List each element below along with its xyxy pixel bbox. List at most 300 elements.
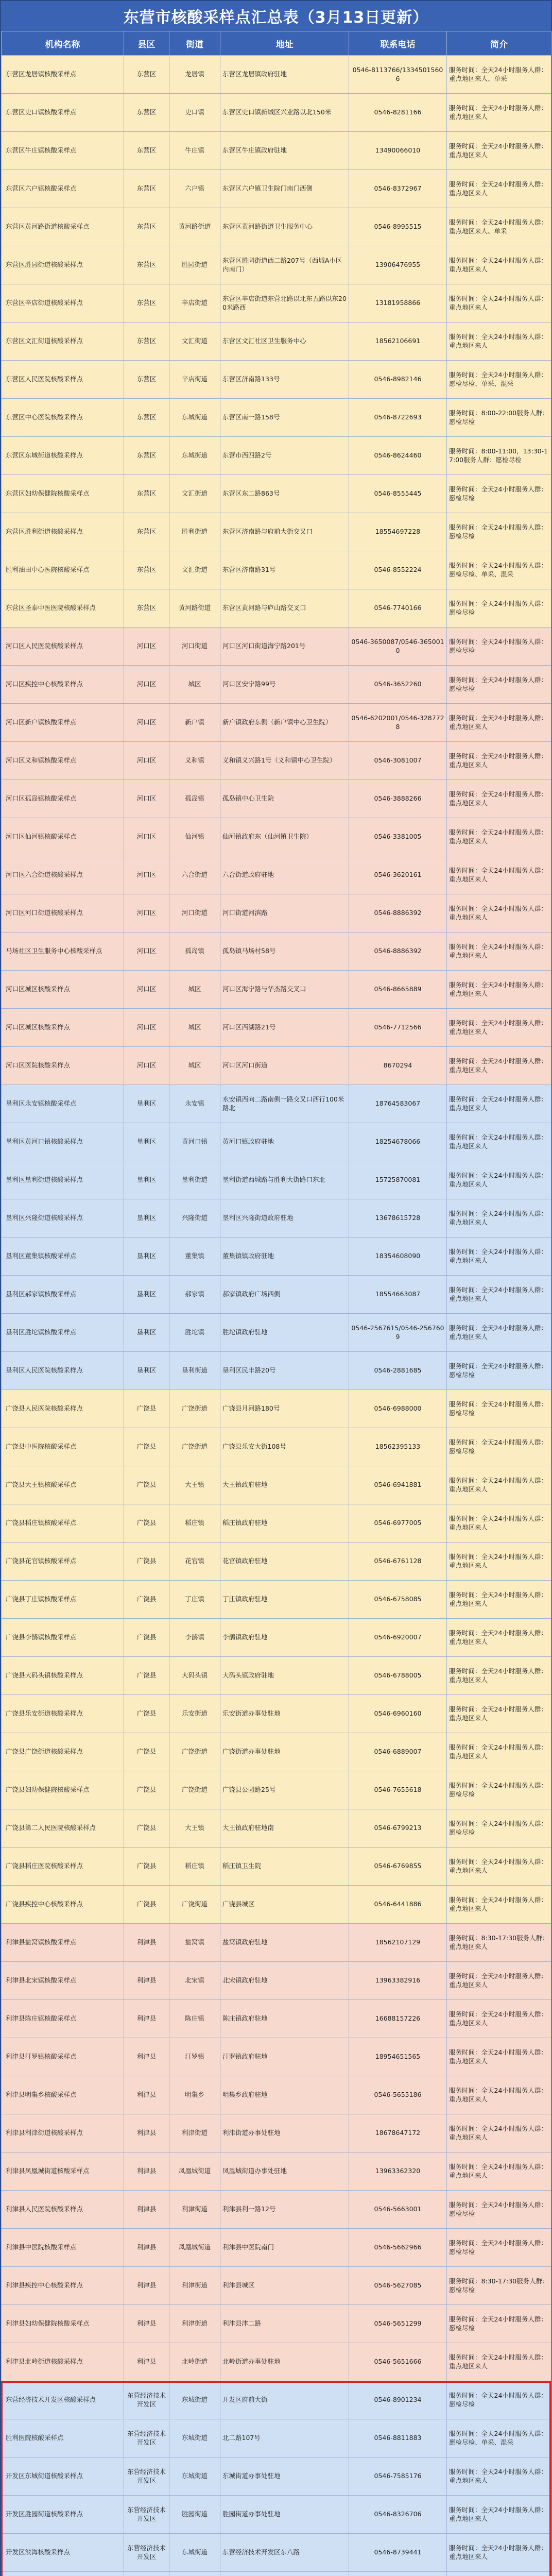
- county-cell: 东营区: [124, 551, 169, 589]
- intro-cell: 服务时间：全天24小时服务人群：重点地区来人: [447, 1238, 551, 1276]
- street-cell: [169, 2572, 220, 2576]
- phone-cell: 18554663087: [349, 1276, 447, 1314]
- phone-cell: 0546-3650087/0546-3650010: [349, 628, 447, 666]
- table-row: [2, 437, 551, 475]
- address-cell: 开发区府前大街: [220, 2381, 349, 2419]
- intro-cell: 服务时间：全天24小时服务人群：重点地区来人、单采: [447, 56, 551, 94]
- county-cell: 广饶县: [124, 1809, 169, 1848]
- phone-cell: 0546-3081007: [349, 742, 447, 780]
- intro-cell: 服务时间：全天24小时服务人群：重点地区来人: [447, 1619, 551, 1657]
- table-row: [2, 2267, 551, 2305]
- table-row: [2, 56, 551, 94]
- phone-cell: 13490066010: [349, 132, 447, 170]
- address-cell: 北二路107号: [220, 2419, 349, 2458]
- county-cell: 垦利区: [124, 1199, 169, 1238]
- county-cell: 利津县: [124, 2076, 169, 2114]
- address-cell: 仙河镇政府东（仙河镇卫生院）: [220, 818, 349, 856]
- intro-cell: [447, 2572, 551, 2576]
- county-cell: 河口区: [124, 856, 169, 894]
- table-row: [2, 628, 551, 666]
- phone-cell: 18562106691: [349, 323, 447, 361]
- table-row: [2, 894, 551, 933]
- table-row: [2, 1085, 551, 1123]
- phone-cell: 0546-3652260: [349, 666, 447, 704]
- street-cell: 广饶街道: [169, 1390, 220, 1428]
- table-row: [2, 1504, 551, 1543]
- street-cell: 陈庄镇: [169, 2000, 220, 2038]
- institution-cell: 河口区疾控中心核酸采样点: [2, 666, 124, 704]
- header-phone: 联系电话: [349, 31, 447, 56]
- street-cell: 新户镇: [169, 704, 220, 742]
- institution-cell: 河口区医院核酸采样点: [2, 1047, 124, 1085]
- intro-cell: 服务时间：全天24小时服务人群：重点地区来人: [447, 1085, 551, 1123]
- table-row: [2, 284, 551, 323]
- intro-cell: 服务时间：全天24小时服务人群：愿检尽检: [447, 2229, 551, 2267]
- street-cell: 利津街道: [169, 2191, 220, 2229]
- table-row: [2, 1276, 551, 1314]
- intro-cell: 服务时间：全天24小时服务人群：重点地区来人: [447, 1848, 551, 1886]
- intro-cell: 服务时间：全天24小时服务人群：重点地区来人: [447, 1581, 551, 1619]
- county-cell: 东营区: [124, 513, 169, 551]
- address-cell: 东营经济技术开发区东八路: [220, 2534, 349, 2572]
- street-cell: 东城街道: [169, 399, 220, 437]
- phone-cell: 0546-8281166: [349, 94, 447, 132]
- county-cell: 东营区: [124, 399, 169, 437]
- intro-cell: 服务时间：8:30-17:30服务人群：愿检尽检: [447, 2267, 551, 2305]
- institution-cell: 利津县汀罗镇核酸采样点: [2, 2038, 124, 2076]
- phone-cell: 0546-6758085: [349, 1581, 447, 1619]
- county-cell: 东营区: [124, 361, 169, 399]
- address-cell: 东营区辛店街道东营北路以北东五路以东200米路西: [220, 284, 349, 323]
- table-row: [2, 742, 551, 780]
- sampling-sites-table: [1, 31, 551, 2576]
- address-cell: 广饶县公园路25号: [220, 1771, 349, 1809]
- street-cell: 乐安街道: [169, 1695, 220, 1733]
- street-cell: 城区: [169, 1009, 220, 1047]
- table-row: [2, 2381, 551, 2419]
- county-cell: 东营经济技术开发区: [124, 2458, 169, 2496]
- intro-cell: 服务时间：全天24小时服务人群：愿检尽检、单采、混采: [447, 551, 551, 589]
- street-cell: 兴隆街道: [169, 1199, 220, 1238]
- phone-cell: 0546-2567615/0546-2567609: [349, 1314, 447, 1352]
- institution-cell: 垦利区胜坨镇核酸采样点: [2, 1314, 124, 1352]
- table-row: [2, 399, 551, 437]
- address-cell: 东营区济南路与府前大街交叉口: [220, 513, 349, 551]
- address-cell: 广饶县乐安大街108号: [220, 1428, 349, 1466]
- phone-cell: 0546-8982146: [349, 361, 447, 399]
- street-cell: 垦利街道: [169, 1161, 220, 1199]
- street-cell: 辛店街道: [169, 284, 220, 323]
- address-cell: 河口区安宁路99号: [220, 666, 349, 704]
- county-cell: [124, 2572, 169, 2576]
- street-cell: 郝家镇: [169, 1276, 220, 1314]
- county-cell: 利津县: [124, 2229, 169, 2267]
- table-row: [2, 2000, 551, 2038]
- county-cell: 广饶县: [124, 1695, 169, 1733]
- street-cell: 胜园街道: [169, 246, 220, 284]
- institution-cell: 河口区河口街道核酸采样点: [2, 894, 124, 933]
- address-cell: 大王镇政府驻地: [220, 1466, 349, 1504]
- address-cell: 东营区济南路31号: [220, 551, 349, 589]
- intro-cell: 服务时间：全天24小时服务人群：愿检尽检: [447, 1771, 551, 1809]
- phone-cell: 0546-5627085: [349, 2267, 447, 2305]
- phone-cell: 8670294: [349, 1047, 447, 1085]
- address-cell: 东营区史口镇新城区兴业路以北150米: [220, 94, 349, 132]
- phone-cell: 0546-3381005: [349, 818, 447, 856]
- phone-cell: 0546-5655186: [349, 2076, 447, 2114]
- intro-cell: 服务时间：全天24小时服务人群：重点地区来人: [447, 1047, 551, 1085]
- county-cell: 东营区: [124, 284, 169, 323]
- institution-cell: 东营区史口镇核酸采样点: [2, 94, 124, 132]
- county-cell: 利津县: [124, 1924, 169, 1962]
- institution-cell: 利津县盐窝镇核酸采样点: [2, 1924, 124, 1962]
- table-row: [2, 551, 551, 589]
- county-cell: 东营区: [124, 246, 169, 284]
- address-cell: 凤凰城街道办事处驻地: [220, 2153, 349, 2191]
- phone-cell: 18678647172: [349, 2114, 447, 2153]
- institution-cell: 广饶县稻庄医院核酸采样点: [2, 1848, 124, 1886]
- institution-cell: 东营区文汇街道核酸采样点: [2, 323, 124, 361]
- institution-cell: 广饶县丁庄镇核酸采样点: [2, 1581, 124, 1619]
- county-cell: 东营区: [124, 170, 169, 208]
- street-cell: 大王镇: [169, 1809, 220, 1848]
- table-row: [2, 933, 551, 971]
- address-cell: 郝家镇政府广场西侧: [220, 1276, 349, 1314]
- phone-cell: [349, 2572, 447, 2576]
- institution-cell: 广饶县疾控中心核酸采样点: [2, 1886, 124, 1924]
- phone-cell: 13181958866: [349, 284, 447, 323]
- county-cell: 广饶县: [124, 1733, 169, 1771]
- county-cell: 河口区: [124, 1009, 169, 1047]
- street-cell: 城区: [169, 1047, 220, 1085]
- street-cell: 稻庄镇: [169, 1504, 220, 1543]
- county-cell: 广饶县: [124, 1543, 169, 1581]
- institution-cell: 东营区六户镇核酸采样点: [2, 170, 124, 208]
- address-cell: 广饶县月河路180号: [220, 1390, 349, 1428]
- institution-cell: 胜利医院核酸采样点: [2, 2419, 124, 2458]
- table-row: [2, 666, 551, 704]
- county-cell: 利津县: [124, 1962, 169, 2000]
- intro-cell: 服务时间：全天24小时服务人群：愿检尽检: [447, 1352, 551, 1390]
- institution-cell: 广饶县大码头镇核酸采样点: [2, 1657, 124, 1695]
- institution-cell: 垦利区董集镇核酸采样点: [2, 1238, 124, 1276]
- address-cell: 垦利区民丰路20号: [220, 1352, 349, 1390]
- phone-cell: 0546-7712566: [349, 1009, 447, 1047]
- address-cell: 稻庄镇卫生院: [220, 1848, 349, 1886]
- phone-cell: 0546-6788005: [349, 1657, 447, 1695]
- table-row: [2, 2534, 551, 2572]
- intro-cell: 服务时间：全天24小时服务人群：愿检尽检: [447, 1428, 551, 1466]
- institution-cell: 利津县妇幼保健院核酸采样点: [2, 2305, 124, 2343]
- county-cell: 垦利区: [124, 1161, 169, 1199]
- address-cell: 东营区济南路133号: [220, 361, 349, 399]
- street-cell: 义和镇: [169, 742, 220, 780]
- intro-cell: 服务时间：全天24小时服务人群：重点地区来人: [447, 2458, 551, 2496]
- address-cell: 大码头镇政府驻地: [220, 1657, 349, 1695]
- institution-cell: 东营区东城街道核酸采样点: [2, 437, 124, 475]
- county-cell: 垦利区: [124, 1276, 169, 1314]
- intro-cell: 服务时间：全天24小时服务人群：重点地区来人: [447, 323, 551, 361]
- intro-cell: 服务时间：全天24小时服务人群：重点地区来人: [447, 704, 551, 742]
- phone-cell: 0546-8555445: [349, 475, 447, 513]
- institution-cell: 广饶县大王镇核酸采样点: [2, 1466, 124, 1504]
- phone-cell: 0546-8113766/13345015606: [349, 56, 447, 94]
- address-cell: 六合街道政府驻地: [220, 856, 349, 894]
- phone-cell: 0546-8722693: [349, 399, 447, 437]
- institution-cell: 广饶县李鹊镇核酸采样点: [2, 1619, 124, 1657]
- street-cell: 东城街道: [169, 2534, 220, 2572]
- intro-cell: 服务时间：全天24小时服务人群：重点地区来人: [447, 1466, 551, 1504]
- institution-cell: 河口区仙河镇核酸采样点: [2, 818, 124, 856]
- institution-cell: 东营经济技术开发区核酸采样点: [2, 2381, 124, 2419]
- table-row: [2, 94, 551, 132]
- street-cell: 文汇街道: [169, 323, 220, 361]
- street-cell: 东城街道: [169, 2381, 220, 2419]
- county-cell: 利津县: [124, 2267, 169, 2305]
- street-cell: 东城街道: [169, 437, 220, 475]
- phone-cell: 0546-8372967: [349, 170, 447, 208]
- intro-cell: 服务时间：全天24小时服务人群：重点地区来人: [447, 284, 551, 323]
- phone-cell: 18554697228: [349, 513, 447, 551]
- table-row: [2, 2114, 551, 2153]
- intro-cell: 服务时间：全天24小时服务人群：重点地区来人: [447, 856, 551, 894]
- intro-cell: 服务时间：全天24小时服务人群：重点地区来人: [447, 2496, 551, 2534]
- county-cell: 垦利区: [124, 1314, 169, 1352]
- institution-cell: 开发区东城街道核酸采样点: [2, 2458, 124, 2496]
- county-cell: 河口区: [124, 933, 169, 971]
- phone-cell: 18254678066: [349, 1123, 447, 1161]
- street-cell: 北宋镇: [169, 1962, 220, 2000]
- phone-cell: 0546-6441886: [349, 1886, 447, 1924]
- county-cell: 广饶县: [124, 1466, 169, 1504]
- address-cell: 大王镇政府驻地南: [220, 1809, 349, 1848]
- address-cell: 河口街道河滨路: [220, 894, 349, 933]
- table-row: [2, 1543, 551, 1581]
- intro-cell: 服务时间：全天24小时服务人群：重点地区来人: [447, 1123, 551, 1161]
- street-cell: 仙河镇: [169, 818, 220, 856]
- address-cell: 利津县中医院南门: [220, 2229, 349, 2267]
- institution-cell: 马场社区卫生服务中心核酸采样点: [2, 933, 124, 971]
- street-cell: 孤岛镇: [169, 780, 220, 818]
- address-cell: 北岭街道办事处驻地: [220, 2343, 349, 2381]
- phone-cell: 0546-5662966: [349, 2229, 447, 2267]
- address-cell: 东营区六户镇卫生院门南门西侧: [220, 170, 349, 208]
- table-row: [2, 361, 551, 399]
- institution-cell: 东营区胜利街道核酸采样点: [2, 513, 124, 551]
- table-row: [2, 2343, 551, 2381]
- table-row: [2, 971, 551, 1009]
- street-cell: 辛店街道: [169, 361, 220, 399]
- county-cell: 东营区: [124, 323, 169, 361]
- institution-cell: 广饶县花官镇核酸采样点: [2, 1543, 124, 1581]
- institution-cell: 河口区新户镇核酸采样点: [2, 704, 124, 742]
- institution-cell: 利津县利津街道核酸采样点: [2, 2114, 124, 2153]
- county-cell: 东营区: [124, 56, 169, 94]
- institution-cell: 垦利区垦利街道核酸采样点: [2, 1161, 124, 1199]
- intro-cell: 服务时间：全天24小时服务人群：愿检尽检、单采、混采: [447, 361, 551, 399]
- phone-cell: 0546-7740166: [349, 589, 447, 628]
- table-row: [2, 1848, 551, 1886]
- street-cell: 大码头镇: [169, 1657, 220, 1695]
- street-cell: 胜坨镇: [169, 1314, 220, 1352]
- street-cell: 牛庄镇: [169, 132, 220, 170]
- address-cell: 东营区黄河路与庐山路交叉口: [220, 589, 349, 628]
- intro-cell: 服务时间：全天24小时服务人群：重点地区来人: [447, 1886, 551, 1924]
- county-cell: 利津县: [124, 2038, 169, 2076]
- county-cell: 利津县: [124, 2114, 169, 2153]
- county-cell: 广饶县: [124, 1428, 169, 1466]
- address-cell: 黄河口镇政府驻地: [220, 1123, 349, 1161]
- street-cell: 丁庄镇: [169, 1581, 220, 1619]
- institution-cell: 利津县疾控中心核酸采样点: [2, 2267, 124, 2305]
- table-row: [2, 1695, 551, 1733]
- institution-cell: 利津县中医院核酸采样点: [2, 2229, 124, 2267]
- table-row: [2, 2076, 551, 2114]
- phone-cell: 0546-6920007: [349, 1619, 447, 1657]
- phone-cell: 0546-7655618: [349, 1771, 447, 1809]
- table-header-row: [2, 31, 551, 56]
- street-cell: 利津街道: [169, 2267, 220, 2305]
- table-row: [2, 1199, 551, 1238]
- address-cell: 盐窝镇政府驻地: [220, 1924, 349, 1962]
- intro-cell: 服务时间：全天24小时服务人群：重点地区来人: [447, 1962, 551, 2000]
- county-cell: 东营区: [124, 208, 169, 246]
- phone-cell: 0546-8665889: [349, 971, 447, 1009]
- institution-cell: 东营区中心医院核酸采样点: [2, 399, 124, 437]
- address-cell: 东营区黄河路街道卫生服务中心: [220, 208, 349, 246]
- institution-cell: 东营区龙居镇核酸采样点: [2, 56, 124, 94]
- street-cell: 六合街道: [169, 856, 220, 894]
- county-cell: 东营经济技术开发区: [124, 2534, 169, 2572]
- address-cell: 丁庄镇政府驻地: [220, 1581, 349, 1619]
- table-row: [2, 1161, 551, 1199]
- address-cell: 孤岛镇中心卫生院: [220, 780, 349, 818]
- phone-cell: 0546-3620161: [349, 856, 447, 894]
- phone-cell: 16688157226: [349, 2000, 447, 2038]
- address-cell: 新户镇政府东侧（新户镇中心卫生院）: [220, 704, 349, 742]
- street-cell: 文汇街道: [169, 551, 220, 589]
- address-cell: 河口区西湖路21号: [220, 1009, 349, 1047]
- table-row: [2, 780, 551, 818]
- table-row: [2, 856, 551, 894]
- institution-cell: 利津县北岭街道核酸采样点: [2, 2343, 124, 2381]
- institution-cell: 垦利区兴隆街道核酸采样点: [2, 1199, 124, 1238]
- header-street: 街道: [169, 31, 220, 56]
- intro-cell: 服务时间：全天24小时服务人群：重点地区来人、单采: [447, 208, 551, 246]
- institution-cell: 河口区城区核酸采样点: [2, 971, 124, 1009]
- institution-cell: 东营区妇幼保健院核酸采样点: [2, 475, 124, 513]
- phone-cell: 0546-8552224: [349, 551, 447, 589]
- address-cell: 利津县城区: [220, 2267, 349, 2305]
- phone-cell: 0546-8624460: [349, 437, 447, 475]
- county-cell: 广饶县: [124, 1657, 169, 1695]
- table-row: [2, 1962, 551, 2000]
- county-cell: 广饶县: [124, 1390, 169, 1428]
- street-cell: 河口街道: [169, 894, 220, 933]
- address-cell: 河口区海宁路与华杰路交叉口: [220, 971, 349, 1009]
- street-cell: 河口街道: [169, 628, 220, 666]
- intro-cell: 服务时间：8:30-17:30服务人群：重点地区来人: [447, 1924, 551, 1962]
- table-row: [2, 1238, 551, 1276]
- phone-cell: 18562395133: [349, 1428, 447, 1466]
- street-cell: 大王镇: [169, 1466, 220, 1504]
- intro-cell: 服务时间：全天24小时服务人群：重点地区来人: [447, 2076, 551, 2114]
- phone-cell: 15725870081: [349, 1161, 447, 1199]
- phone-cell: 0546-8901234: [349, 2381, 447, 2419]
- county-cell: 利津县: [124, 2153, 169, 2191]
- table-row: [2, 589, 551, 628]
- county-cell: 河口区: [124, 666, 169, 704]
- street-cell: 利津街道: [169, 2305, 220, 2343]
- intro-cell: 服务时间：全天24小时服务人群：重点地区来人: [447, 170, 551, 208]
- intro-cell: 服务时间：全天24小时服务人群：愿检尽检: [447, 2381, 551, 2419]
- intro-cell: 服务时间：全天24小时服务人群：愿检尽检: [447, 1809, 551, 1848]
- phone-cell: 0546-6761128: [349, 1543, 447, 1581]
- intro-cell: 服务时间：全天24小时服务人群：重点地区来人: [447, 1733, 551, 1771]
- county-cell: 东营经济技术开发区: [124, 2496, 169, 2534]
- table-row: [2, 1428, 551, 1466]
- street-cell: 盐窝镇: [169, 1924, 220, 1962]
- institution-cell: 东营区牛庄镇核酸采样点: [2, 132, 124, 170]
- intro-cell: 服务时间：全天24小时服务人群：重点地区来人: [447, 1314, 551, 1352]
- institution-cell: 河口区六合街道核酸采样点: [2, 856, 124, 894]
- address-cell: 东营区文汇社区卫生服务中心: [220, 323, 349, 361]
- table-row: [2, 2572, 551, 2576]
- county-cell: 广饶县: [124, 1504, 169, 1543]
- intro-cell: 服务时间：全天24小时服务人群：重点地区来人: [447, 2343, 551, 2381]
- street-cell: 花官镇: [169, 1543, 220, 1581]
- address-cell: 义和镇义兴路1号（义和镇中心卫生院）: [220, 742, 349, 780]
- table-row: [2, 1047, 551, 1085]
- intro-cell: 服务时间：全天24小时服务人群：重点地区来人: [447, 2114, 551, 2153]
- address-cell: 东营区龙居镇政府驻地: [220, 56, 349, 94]
- intro-cell: 服务时间：全天24小时服务人群：愿检尽检: [447, 2191, 551, 2229]
- intro-cell: 服务时间：全天24小时服务人群：重点地区来人: [447, 1009, 551, 1047]
- header-intro: 简介: [447, 31, 551, 56]
- header-county: 县区: [124, 31, 169, 56]
- intro-cell: 服务时间：全天24小时服务人群：愿检尽检: [447, 628, 551, 666]
- intro-cell: 服务时间：8:00-22:00服务人群：愿检尽检: [447, 399, 551, 437]
- street-cell: 龙居镇: [169, 56, 220, 94]
- intro-cell: 服务时间：全天24小时服务人群：重点地区来人: [447, 1276, 551, 1314]
- street-cell: 广饶街道: [169, 1428, 220, 1466]
- street-cell: 东城街道: [169, 2458, 220, 2496]
- institution-cell: 广饶县广饶街道核酸采样点: [2, 1733, 124, 1771]
- county-cell: 东营区: [124, 475, 169, 513]
- institution-cell: 河口区城区核酸采样点: [2, 1009, 124, 1047]
- page-title: 东营市核酸采样点汇总表（3月13日更新）: [1, 1, 551, 31]
- county-cell: 东营区: [124, 132, 169, 170]
- table-row: [2, 1009, 551, 1047]
- street-cell: 凤凰城街道: [169, 2229, 220, 2267]
- phone-cell: 0546-6769855: [349, 1848, 447, 1886]
- phone-cell: 13678615728: [349, 1199, 447, 1238]
- intro-cell: 服务时间：全天24小时服务人群：重点地区来人: [447, 1199, 551, 1238]
- street-cell: 黄河口镇: [169, 1123, 220, 1161]
- address-cell: 东营区东二路863号: [220, 475, 349, 513]
- institution-cell: 河口区义和镇核酸采样点: [2, 742, 124, 780]
- county-cell: 河口区: [124, 818, 169, 856]
- institution-cell: 东营区圣泰中医医院核酸采样点: [2, 589, 124, 628]
- address-cell: 稻庄镇政府驻地: [220, 1504, 349, 1543]
- table-row: [2, 1657, 551, 1695]
- phone-cell: 13963362320: [349, 2153, 447, 2191]
- phone-cell: 0546-8886392: [349, 894, 447, 933]
- county-cell: 东营经济技术开发区: [124, 2381, 169, 2419]
- county-cell: 河口区: [124, 628, 169, 666]
- county-cell: 河口区: [124, 780, 169, 818]
- street-cell: 文汇街道: [169, 475, 220, 513]
